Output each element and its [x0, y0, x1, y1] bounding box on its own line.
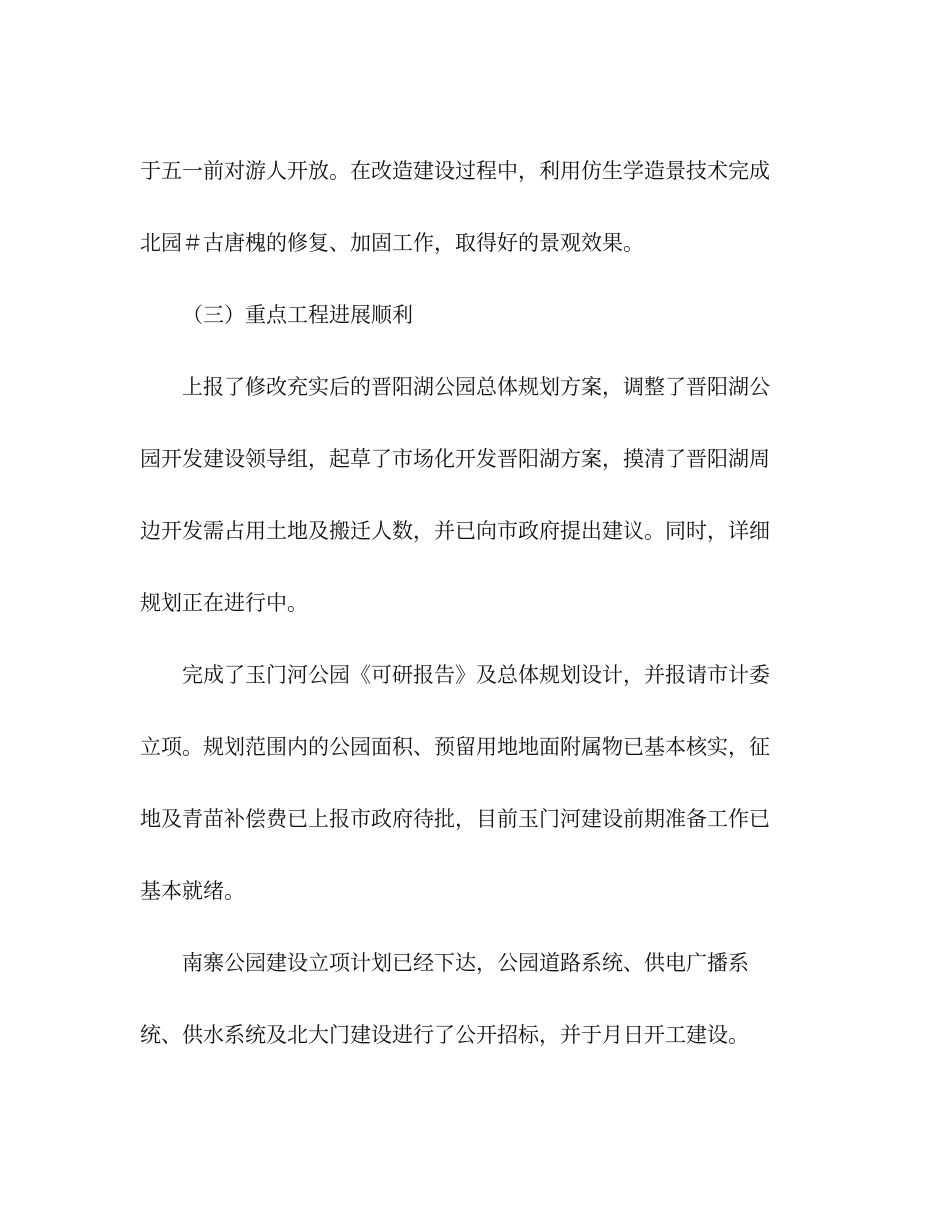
paragraph-line: 边开发需占用土地及搬迁人数，并已向市政府提出建议。同时，详细	[140, 519, 770, 543]
paragraph-line: 规划正在进行中。	[140, 591, 308, 615]
document-body	[140, 135, 800, 1071]
paragraph-line: 统、供水系统及北大门建设进行了公开招标，并于月日开工建设。	[140, 1023, 749, 1047]
paragraph-line: 上报了修改充实后的晋阳湖公园总体规划方案，调整了晋阳湖公	[182, 375, 770, 399]
paragraph-line: 基本就绪。	[140, 879, 245, 903]
section-heading: （三）重点工程进展顺利	[182, 303, 413, 327]
paragraph-line: 南寨公园建设立项计划已经下达，公园道路系统、供电广播系	[182, 951, 749, 975]
paragraph-line: 于五一前对游人开放。在改造建设过程中，利用仿生学造景技术完成	[140, 159, 770, 183]
paragraph-line: 立项。规划范围内的公园面积、预留用地地面附属物已基本核实，征	[140, 735, 770, 759]
paragraph-line: 北园＃古唐槐的修复、加固工作，取得好的景观效果。	[140, 231, 644, 255]
paragraph-line: 完成了玉门河公园《可研报告》及总体规划设计，并报请市计委	[182, 663, 770, 687]
paragraph-line: 园开发建设领导组，起草了市场化开发晋阳湖方案，摸清了晋阳湖周	[140, 447, 770, 471]
paragraph-line: 地及青苗补偿费已上报市政府待批，目前玉门河建设前期准备工作已	[140, 807, 770, 831]
